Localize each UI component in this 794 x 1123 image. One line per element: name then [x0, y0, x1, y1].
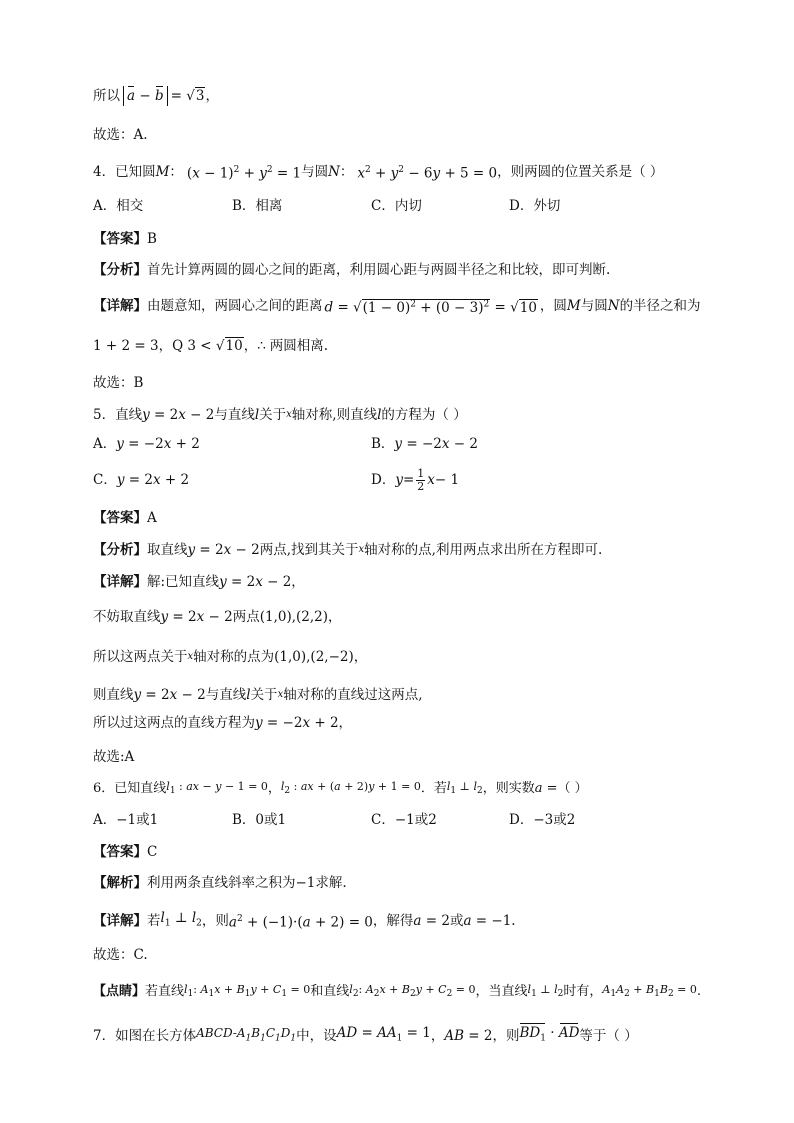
math-abs-vector: a − b: [123, 86, 168, 106]
q6-choose: 故选：C.: [93, 947, 148, 963]
q5-detail-4: 则直线 y = 2x − 2 与直线 l 关于 x 轴对称的直线过这两点,: [93, 687, 423, 703]
q4-stem: 4．已知圆 M ： $(x - 1)^2 + y^2 = 1$ 与圆 N ： $x^2 + y^2 - 6y + 5 = 0$ ，则两圆的位置关系是（ ）: [93, 163, 664, 182]
q4-option-a[interactable]: A．相交: [93, 198, 144, 214]
q6-analysis: 【解析】 利用两条直线斜率之积为 −1 求解.: [93, 875, 347, 891]
q4-answer: 【答案】 B: [93, 231, 157, 247]
q5-detail-3: 所以这两点关于 x 轴对称的点为 (1,0),(2,−2) ，: [93, 649, 368, 665]
q5-option-c[interactable]: C．y = 2x + 2: [93, 472, 190, 488]
q6-stem: 6．已知直线 $l_1$ : ax − y − 1 = 0 ， $l_2$ : ax + (a + 2)y + 1 = 0 ．若 $l_1$ ⊥ $l_2$ ，则实数 a = （ ）: [93, 780, 588, 797]
q4-detail-2: 1 + 2 = 3 ， Q 3 < √10 ， ∴ 两圆相离.: [93, 338, 329, 354]
q4-option-c[interactable]: C．内切: [371, 198, 422, 214]
q5-analysis: 【分析】 取直线 y = 2x − 2 两点,找到其关于 x 轴对称的点,利用两点求出所在方程即可.: [93, 542, 603, 558]
q6-options: [93, 810, 734, 830]
q4-option-d[interactable]: D．外切: [509, 198, 561, 214]
q6-detail: 【详解】 若 $l_1$ ⊥ $l_2$ ，则 $a^2 + (-1)\cdot(a + 2) = 0$ ，解得 a = 2 或 a = −1 .: [93, 910, 516, 931]
q4-choose: 故选：B: [93, 375, 144, 391]
q5-options-row2: [93, 466, 734, 493]
q6-note: 【点睛】 若直线 $l_1$: $A_1x + B_1y + C_1 = 0$ 和直线 $l_2$: $A_2x + B_2y + C_2 = 0$ ，当直线 $l_1$ ⊥ $l_2$ 时有， $A_1A_2 + B_1B_2 = 0$ .: [93, 983, 702, 1000]
q5-option-b[interactable]: B．y = −2x − 2: [371, 436, 478, 452]
q5-detail: 【详解】 解:已知直线 y = 2x − 2 ，: [93, 574, 305, 590]
q5-answer: 【答案】 A: [93, 510, 157, 526]
q6-option-c[interactable]: C．−1或2: [371, 812, 437, 828]
q5-stem: 5．直线 y = 2x − 2 与直线 l 关于 x 轴对称,则直线 l 的方程为（ ）: [93, 407, 467, 423]
q4-analysis: 【分析】 首先计算两圆的圆心之间的距离，利用圆心距与两圆半径之和比较，即可判断.: [93, 262, 611, 278]
q6-option-d[interactable]: D．−3或2: [509, 812, 576, 828]
q7-stem: 7．如图在长方体 ABCD-$A_1B_1C_1D_1$ 中，设 AD = $AA_1 = 1$ ， AB = 2 ，则 $BD_1$ · AD 等于（ ）: [93, 1023, 734, 1049]
q4-option-b[interactable]: B．相离: [232, 198, 283, 214]
q6-option-b[interactable]: B．0或1: [232, 812, 287, 828]
q5-detail-2: 不妨取直线 y = 2x − 2 两点 (1,0),(2,2) ，: [93, 609, 342, 625]
q5-option-a[interactable]: A．y = −2x + 2: [93, 436, 200, 452]
line-conclusion: 所以 a − b = √3 ，: [93, 88, 219, 104]
q5-options-row1: [93, 434, 734, 454]
q4-options: [93, 196, 734, 216]
q5-choose: 故选:A: [93, 749, 135, 765]
q6-answer: 【答案】 C: [93, 844, 158, 860]
q6-option-a[interactable]: A．−1或1: [93, 812, 159, 828]
q5-option-d[interactable]: D． y = $\frac{1}{2}$ x − 1: [371, 466, 460, 493]
q4-detail: 【详解】 由题意知，两圆心之间的距离 $d = √(1 - 0)^2 + (0 - 3)^2 = √10$ ，圆 M 与圆 N 的半径之和为: [93, 297, 701, 316]
choose-line: 故选：A.: [93, 127, 148, 143]
q5-detail-5: 所以过这两点的直线方程为 y = −2x + 2 ，: [93, 715, 353, 731]
